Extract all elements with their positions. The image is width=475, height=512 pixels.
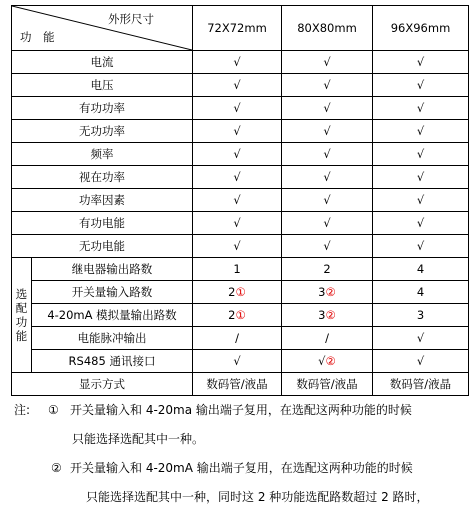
table-row [12, 304, 469, 327]
cell-value: / [235, 331, 239, 345]
cell-value: √ [318, 354, 326, 368]
cell-value: 3 [416, 308, 425, 322]
cell-80 [282, 327, 373, 350]
cell-value: 4 [416, 262, 425, 276]
cell-72: √ [193, 166, 282, 189]
cell-96: √ [373, 212, 469, 235]
cell-value: 3 [318, 308, 326, 322]
cell-96: √ [373, 120, 469, 143]
cell-72 [193, 281, 282, 304]
cell-96 [373, 350, 469, 373]
cell-80: √ [282, 235, 373, 258]
note-2-line-2 [14, 483, 469, 512]
cell-value: / [325, 331, 329, 345]
cell-72 [193, 327, 282, 350]
cell-96 [373, 281, 469, 304]
spec-table [11, 5, 469, 396]
cell-80: √ [282, 74, 373, 97]
size-header-80: 80X80mm [282, 6, 373, 51]
cell-96: √ [373, 189, 469, 212]
note-1-mark: ① [48, 403, 59, 417]
row-label: 视在功率 [12, 166, 193, 189]
note-1-line-2 [14, 425, 469, 454]
cell-80: √ [282, 51, 373, 74]
footnote-mark: ② [325, 308, 336, 322]
cell-72: √ [193, 51, 282, 74]
cell-80 [282, 281, 373, 304]
cell-value: √ [416, 354, 425, 368]
cell-96: √ [373, 97, 469, 120]
cell-96 [373, 258, 469, 281]
cell-72: √ [193, 235, 282, 258]
cell-80: √ [282, 212, 373, 235]
optional-group-char: 配 [15, 301, 28, 315]
footnote-mark: ② [325, 285, 336, 299]
table-row [12, 97, 469, 120]
note-1-text-line-1: 开关量输入和 4-20ma 输出端子复用，在选配这两种功能的时候 [70, 403, 412, 417]
cell-80 [282, 304, 373, 327]
note-2-mark: ② [51, 461, 62, 475]
row-label: 有功功率 [12, 97, 193, 120]
cell-72: √ [193, 189, 282, 212]
cell-96: √ [373, 166, 469, 189]
table-row [12, 166, 469, 189]
cell-96: 数码管/液晶 [373, 373, 469, 396]
row-label: 频率 [12, 143, 193, 166]
note-2-line-1 [14, 454, 469, 483]
note-2-text-line-2: 只能选择选配其中一种，同时这 2 种功能选配路数超过 2 路时， [86, 490, 429, 504]
row-label: 继电器输出路数 [32, 258, 193, 281]
dimension-label: 外形尺寸 [108, 12, 154, 26]
table-row [12, 235, 469, 258]
cell-value: 4 [416, 285, 425, 299]
cell-value: 2 [323, 262, 331, 276]
size-header-72: 72X72mm [193, 6, 282, 51]
cell-80: √ [282, 189, 373, 212]
note-1-line-1 [14, 396, 469, 425]
optional-group-char: 选 [15, 287, 28, 301]
table-row [12, 212, 469, 235]
row-label: 电流 [12, 51, 193, 74]
cell-96 [373, 327, 469, 350]
cell-value: √ [416, 331, 425, 345]
table-row [12, 258, 469, 281]
table-row [12, 189, 469, 212]
footnote-mark: ① [235, 308, 246, 322]
header-diagonal-cell [12, 6, 193, 51]
optional-group-label [12, 258, 32, 373]
row-label: 电能脉冲输出 [32, 327, 193, 350]
cell-value: √ [233, 354, 241, 368]
cell-value: 2 [228, 285, 236, 299]
optional-group-char: 能 [15, 329, 28, 343]
table-row [12, 327, 469, 350]
cell-72 [193, 350, 282, 373]
cell-72 [193, 304, 282, 327]
footnote-mark: ② [325, 354, 336, 368]
row-label: 显示方式 [12, 373, 193, 396]
cell-value: 2 [228, 308, 236, 322]
cell-80: 数码管/液晶 [282, 373, 373, 396]
row-label: 功率因素 [12, 189, 193, 212]
note-1-text-line-2: 只能选择选配其中一种。 [72, 432, 205, 446]
notes-label: 注: [14, 403, 31, 417]
cell-80: √ [282, 97, 373, 120]
row-label: 有功电能 [12, 212, 193, 235]
table-row [12, 51, 469, 74]
cell-96: √ [373, 51, 469, 74]
cell-80 [282, 258, 373, 281]
cell-72 [193, 258, 282, 281]
header-row [12, 6, 469, 51]
row-label: 电压 [12, 74, 193, 97]
notes [14, 396, 469, 512]
size-header-96: 96X96mm [373, 6, 469, 51]
table-row [12, 373, 469, 396]
cell-80 [282, 350, 373, 373]
note-2-text-line-1: 开关量输入和 4-20mA 输出端子复用，在选配这两种功能的时候 [70, 461, 413, 475]
cell-72: √ [193, 97, 282, 120]
row-label: 4-20mA 模拟量输出路数 [32, 304, 193, 327]
table-row [12, 74, 469, 97]
cell-80: √ [282, 166, 373, 189]
cell-value: 1 [233, 262, 241, 276]
cell-72: √ [193, 212, 282, 235]
row-label: 无功电能 [12, 235, 193, 258]
cell-value: 3 [318, 285, 326, 299]
table-row [12, 143, 469, 166]
cell-96: √ [373, 74, 469, 97]
cell-80: √ [282, 143, 373, 166]
footnote-mark: ① [235, 285, 246, 299]
table-row [12, 120, 469, 143]
cell-96: √ [373, 143, 469, 166]
row-label: 无功功率 [12, 120, 193, 143]
function-label: 功 能 [20, 30, 59, 44]
cell-72: √ [193, 74, 282, 97]
optional-group-char: 功 [15, 315, 28, 329]
row-label: RS485 通讯接口 [32, 350, 193, 373]
cell-96: √ [373, 235, 469, 258]
cell-80: √ [282, 120, 373, 143]
cell-72: 数码管/液晶 [193, 373, 282, 396]
table-row [12, 350, 469, 373]
cell-96 [373, 304, 469, 327]
cell-72: √ [193, 143, 282, 166]
row-label: 开关量输入路数 [32, 281, 193, 304]
cell-72: √ [193, 120, 282, 143]
table-row [12, 281, 469, 304]
